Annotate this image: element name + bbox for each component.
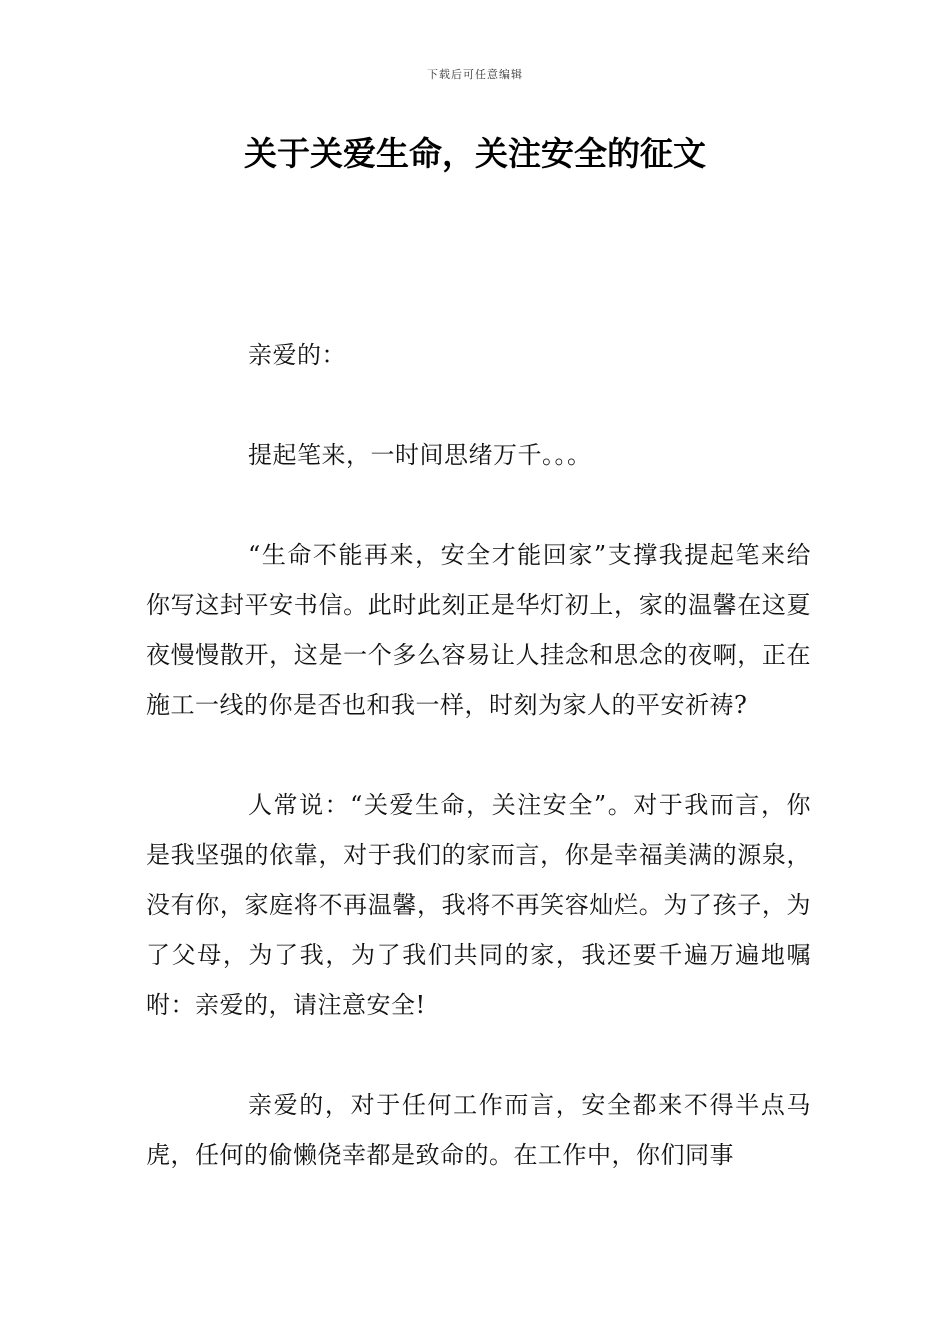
document-body [146,330,811,1180]
paragraph: 亲爱的，对于任何工作而言，安全都来不得半点马虎，任何的偷懒侥幸都是致命的。在工作中，你们同事 [146,1091,811,1169]
paragraph-opening: 提起笔来，一时间思绪万千。。。 [248,441,592,469]
document-title: 关于关爱生命，关注安全的征文 [244,134,706,173]
header-note: 下载后可任意编辑 [427,68,523,81]
paragraph: 人常说：“关爱生命，关注安全”。对于我而言，你是我坚强的依靠，对于我们的家而言，你是幸福美满的源泉，没有你，家庭将不再温馨，我将不再笑容灿烂。为了孩子，为了父母，为了我，为了我们共同的家，我还要千遍万遍地嘱咐：亲爱的，请注意安全! [146,791,811,1019]
paragraph-salutation: 亲爱的： [248,341,346,369]
paragraph: “生命不能再来，安全才能回家”支撑我提起笔来给你写这封平安书信。此时此刻正是华灯初上，家的温馨在这夏夜慢慢散开，这是一个多么容易让人挂念和思念的夜啊，正在施工一线的你是否也和我一样，时刻为家人的平安祈祷? [146,541,811,719]
